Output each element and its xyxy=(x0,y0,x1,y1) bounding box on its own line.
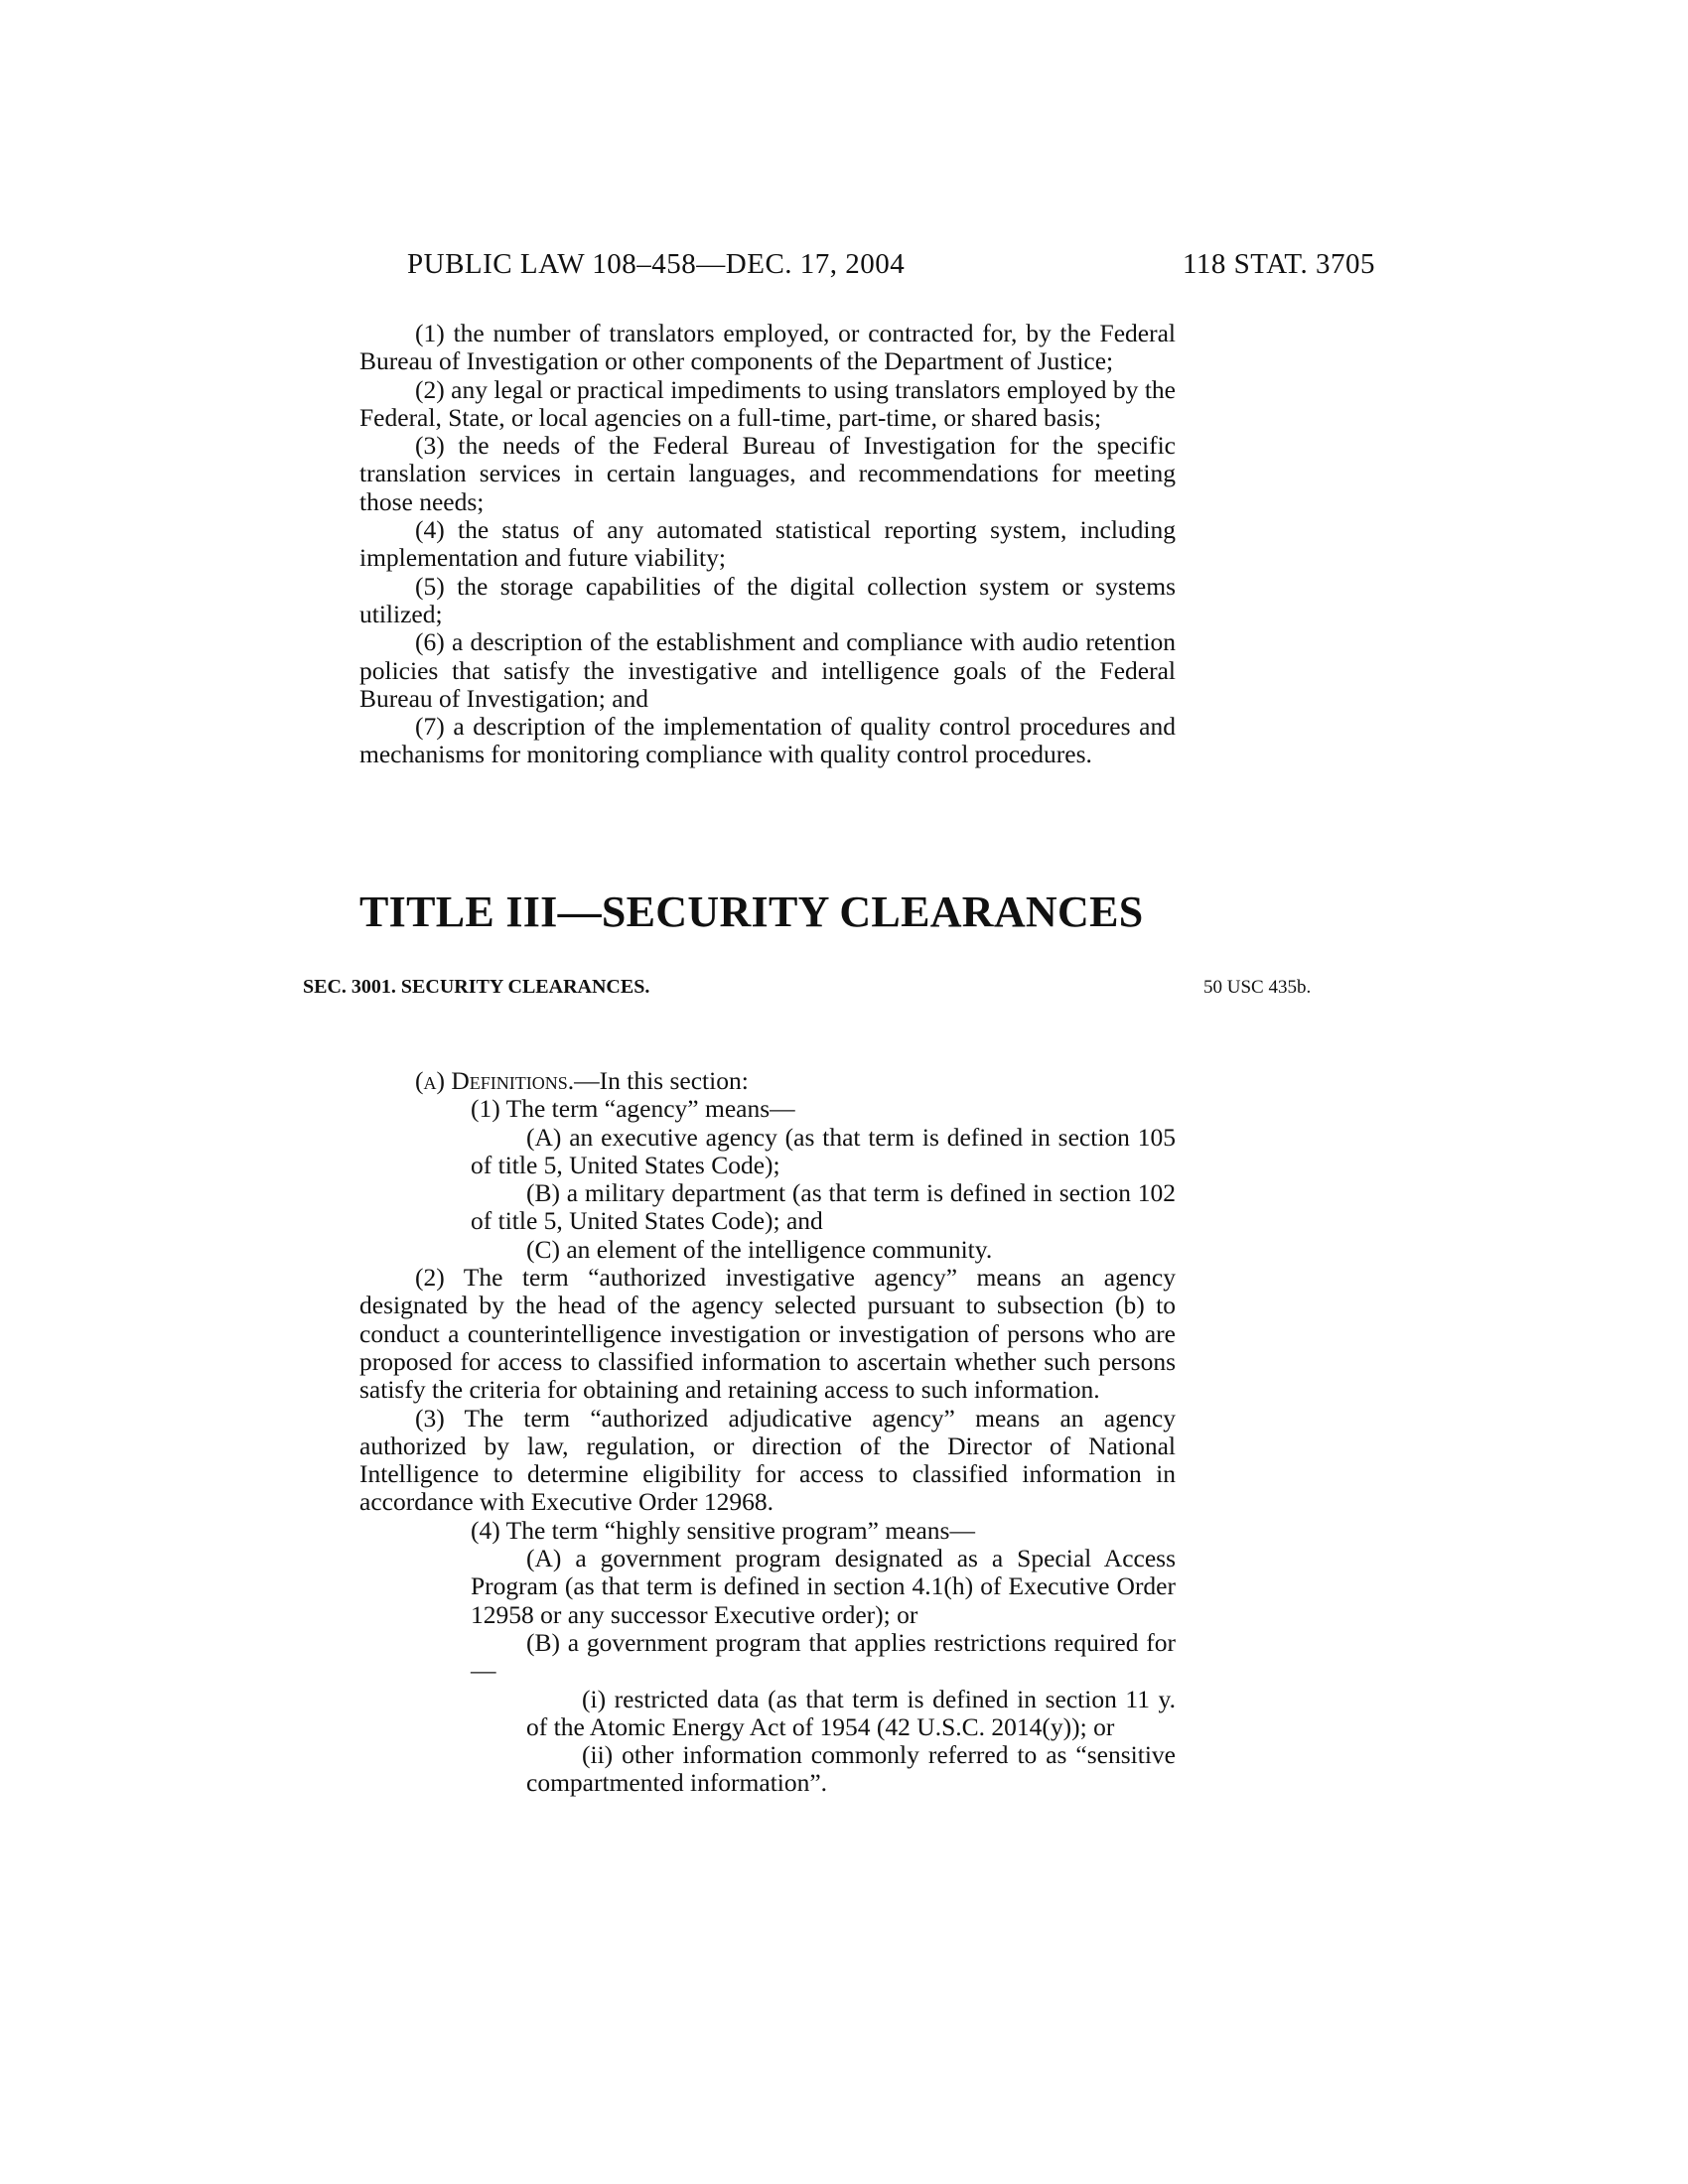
definition-4-b-ii: (ii) other information commonly referred to as “sensitive compartmented information”. xyxy=(526,1740,1176,1798)
list-item: (1) the number of translators employed, or contracted for, by the Federal Bureau of Investigation or other components of the Department of Justice; xyxy=(359,319,1176,376)
definition-1-b: (B) a military department (as that term is defined in section 102 of title 5, United States Code); and xyxy=(471,1178,1176,1236)
definition-4: (4) The term “highly sensitive program” means— xyxy=(471,1515,975,1545)
list-item: (7) a description of the implementation of quality control procedures and mechanisms for monitoring compliance with quality control procedures. xyxy=(359,712,1176,769)
page-header xyxy=(407,248,1375,288)
definition-4-a: (A) a government program designated as a Special Access Program (as that term is defined in section 4.1(h) of Executive Order 12958 or any successor Executive order); or xyxy=(471,1544,1176,1629)
definition-2: (2) The term “authorized investigative agency” means an agency designated by the head of the agency selected pursuant to subsection (b) to conduct a counterintelligence investigation or investigation of persons who are proposed for access to classified information to ascertain whether such persons satisfy the criteria for obtaining and retaining access to such information. xyxy=(359,1263,1176,1405)
definition-1: (1) The term “agency” means— xyxy=(471,1094,795,1124)
list-item: (4) the status of any automated statistical reporting system, including implementation and future viability; xyxy=(359,515,1176,573)
definition-1-c: (C) an element of the intelligence community. xyxy=(526,1234,993,1264)
section-body xyxy=(359,1067,1176,1798)
report-items-list xyxy=(359,320,1176,769)
definition-4-b-i: (i) restricted data (as that term is defined in section 11 y. of the Atomic Energy Act of 1954 (42 U.S.C. 2014(y)); or xyxy=(526,1684,1176,1741)
subsection-a-text: —In this section: xyxy=(574,1066,749,1095)
section-heading: SEC. 3001. SECURITY CLEARANCES. xyxy=(303,976,650,998)
definition-3: (3) The term “authorized adjudicative agency” means an agency authorized by law, regulation, or direction of the Director of National Intelligence to determine eligibility for access to classified information in accordance with Executive Order 12968. xyxy=(359,1403,1176,1517)
list-item: (3) the needs of the Federal Bureau of Investigation for the specific translation services in certain languages, and recommendations for meeting those needs; xyxy=(359,431,1176,516)
title-heading: TITLE III—SECURITY CLEARANCES xyxy=(359,887,1144,936)
margin-citation: 50 USC 435b. xyxy=(1203,977,1312,998)
definition-4-b: (B) a government program that applies restrictions required for— xyxy=(471,1627,1176,1686)
list-item: (2) any legal or practical impediments to using translators employed by the Federal, State, or local agencies on a full-time, part-time, or shared basis; xyxy=(359,374,1176,432)
stat-page-number: 118 STAT. 3705 xyxy=(1183,248,1375,280)
subsection-a-label: (a) Definitions. xyxy=(415,1066,575,1095)
list-item: (5) the storage capabilities of the digital collection system or systems utilized; xyxy=(359,571,1176,628)
list-item: (6) a description of the establishment and compliance with audio retention policies that satisfy the investigative and intelligence goals of the Federal Bureau of Investigation; and xyxy=(359,627,1176,713)
subsection-a xyxy=(359,1067,1176,1095)
definition-1-a: (A) an executive agency (as that term is defined in section 105 of title 5, United States Code); xyxy=(471,1122,1176,1179)
running-head: PUBLIC LAW 108–458—DEC. 17, 2004 xyxy=(407,248,906,280)
